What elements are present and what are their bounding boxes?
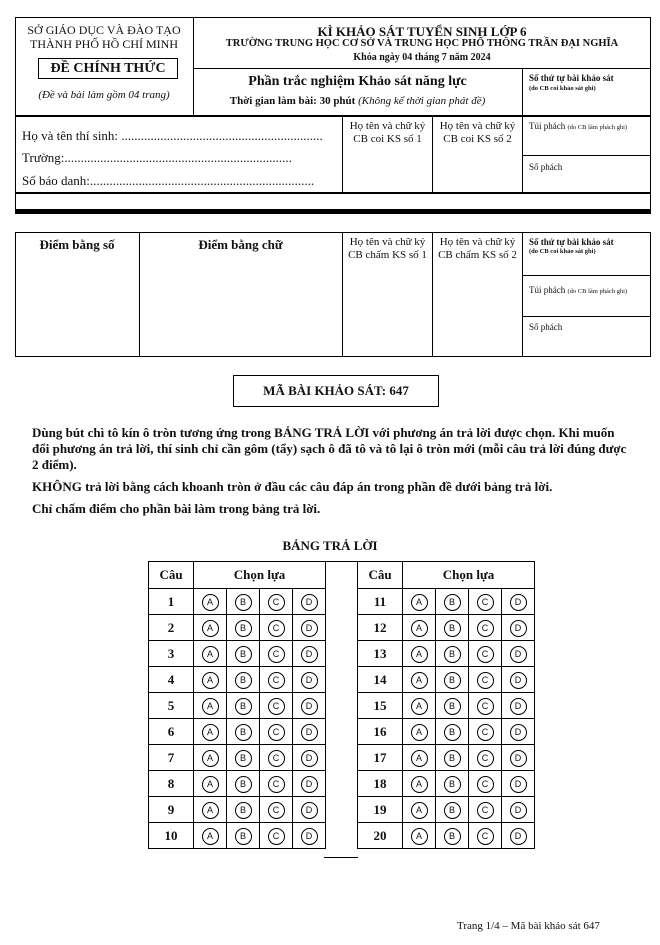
answer-bubble-c[interactable]: C <box>268 802 285 819</box>
answer-bubble-d[interactable]: D <box>510 698 527 715</box>
answer-bubble-b[interactable]: B <box>444 724 461 741</box>
answer-bubble-d[interactable]: D <box>301 620 318 637</box>
answer-bubble-c[interactable]: C <box>268 594 285 611</box>
answer-bubble-d[interactable]: D <box>510 802 527 819</box>
answer-bubble-c[interactable]: C <box>268 672 285 689</box>
serial-label: Số thứ tự bài khảo sát <box>529 73 614 83</box>
grading-bag-label <box>529 285 627 295</box>
answer-row <box>358 771 535 797</box>
answer-row <box>358 797 535 823</box>
question-number: 13 <box>358 641 403 667</box>
answer-bubble-c[interactable]: C <box>268 646 285 663</box>
answer-bubble-b[interactable]: B <box>444 620 461 637</box>
answer-bubble-a[interactable]: A <box>411 672 428 689</box>
answer-bubble-b[interactable]: B <box>444 646 461 663</box>
answer-bubble-b[interactable]: B <box>235 750 252 767</box>
answer-bubble-a[interactable]: A <box>202 594 219 611</box>
answer-bubble-c[interactable]: C <box>477 594 494 611</box>
answer-bubble-a[interactable]: A <box>411 750 428 767</box>
instruction-1: Dùng bút chì tô kín ô tròn tương ứng trong BẢNG TRẢ LỜI với phương án trả lời được chọn. Khi muốn đổi phương án trả lời, thí sinh chỉ cần gôm (tẩy) sạch ô đã tô và tô lại ô tròn mới (mỗi câu trả lời đúng được 2 điểm). <box>32 425 627 472</box>
answer-bubble-b[interactable]: B <box>444 802 461 819</box>
answer-bubble-a[interactable]: A <box>411 802 428 819</box>
answer-bubble-d[interactable]: D <box>510 646 527 663</box>
answer-bubble-b[interactable]: B <box>235 698 252 715</box>
answer-bubble-c[interactable]: C <box>268 776 285 793</box>
answer-bubble-a[interactable]: A <box>202 802 219 819</box>
page-note: (Đề và bài làm gồm 04 trang) <box>38 89 170 101</box>
question-number: 10 <box>149 823 194 849</box>
answer-row <box>149 615 326 641</box>
exam-date: Khóa ngày 04 tháng 7 năm 2024 <box>353 52 491 63</box>
answer-bubble-c[interactable]: C <box>268 724 285 741</box>
page-footer: Trang 1/4 – Mã bài khảo sát 647 <box>457 920 600 932</box>
serial-note: (do CB coi khảo sát ghi) <box>529 85 596 92</box>
answer-bubble-b[interactable]: B <box>444 750 461 767</box>
grading-serial-label: Số thứ tự bài khảo sát <box>529 237 614 247</box>
col-question-header: Câu <box>149 562 194 589</box>
answer-bubble-b[interactable]: B <box>235 594 252 611</box>
bag-label <box>529 121 627 131</box>
answer-bubble-c[interactable]: C <box>268 698 285 715</box>
instructions <box>32 425 632 523</box>
proctor2-sign: Họ tên và chữ ký CB coi KS số 2 <box>439 120 516 145</box>
answer-bubble-b[interactable]: B <box>235 776 252 793</box>
answer-row <box>358 615 535 641</box>
answer-table-right <box>357 561 535 849</box>
candidate-id-field[interactable]: Số báo danh:..................................................................... <box>22 173 315 188</box>
question-number: 3 <box>149 641 194 667</box>
official-label: ĐỀ CHÍNH THỨC <box>50 61 166 76</box>
cut-band <box>15 193 651 210</box>
answer-row <box>149 823 326 849</box>
col-choice-header: Chọn lựa <box>403 562 535 589</box>
answer-bubble-c[interactable]: C <box>477 672 494 689</box>
answer-row <box>358 693 535 719</box>
time-limit: Thời gian làm bài: 30 phút <box>229 95 356 107</box>
question-number: 17 <box>358 745 403 771</box>
answer-bubble-b[interactable]: B <box>444 672 461 689</box>
question-number: 1 <box>149 589 194 615</box>
answer-row <box>358 745 535 771</box>
answer-bubble-d[interactable]: D <box>301 698 318 715</box>
answer-bubble-d[interactable]: D <box>301 828 318 845</box>
answer-row <box>149 693 326 719</box>
department-line2: THÀNH PHỐ HỒ CHÍ MINH <box>30 37 178 51</box>
question-number: 16 <box>358 719 403 745</box>
grading-serial-note: (do CB coi khảo sát ghi) <box>529 248 596 255</box>
time-note: (Không kể thời gian phát đề) <box>358 95 486 107</box>
answer-row <box>149 641 326 667</box>
answer-bubble-d[interactable]: D <box>510 776 527 793</box>
bag-label-note: (do CB làm phách ghi) <box>567 124 628 131</box>
answer-row <box>358 719 535 745</box>
answer-bubble-a[interactable]: A <box>202 698 219 715</box>
answer-bubble-d[interactable]: D <box>301 802 318 819</box>
answer-bubble-c[interactable]: C <box>477 724 494 741</box>
answer-bubble-a[interactable]: A <box>202 620 219 637</box>
school-name: TRƯỜNG TRUNG HỌC CƠ SỞ VÀ TRUNG HỌC PHỔ THÔNG TRẦN ĐẠI NGHĨA <box>225 38 619 49</box>
answer-bubble-a[interactable]: A <box>202 646 219 663</box>
question-number: 15 <box>358 693 403 719</box>
table-gap <box>324 561 358 858</box>
grading-bag-text: Túi phách <box>529 285 566 295</box>
answer-bubble-a[interactable]: A <box>202 672 219 689</box>
question-number: 11 <box>358 589 403 615</box>
col-question-header: Câu <box>358 562 403 589</box>
answer-sheet-title: BẢNG TRẢ LỜI <box>282 538 378 553</box>
answer-bubble-c[interactable]: C <box>477 646 494 663</box>
candidate-name-field[interactable]: Họ và tên thí sinh: .............................................................. <box>22 128 323 143</box>
answer-bubble-d[interactable]: D <box>510 672 527 689</box>
answer-row <box>358 589 535 615</box>
question-number: 7 <box>149 745 194 771</box>
school-field[interactable]: Trường:...................................................................... <box>22 150 292 165</box>
exam-code-box <box>233 375 439 407</box>
grading-code-label: Số phách <box>529 322 563 332</box>
exam-code: MÃ BÀI KHẢO SÁT: 647 <box>263 383 409 398</box>
question-number: 20 <box>358 823 403 849</box>
question-number: 4 <box>149 667 194 693</box>
answer-bubble-c[interactable]: C <box>268 620 285 637</box>
answer-row <box>358 641 535 667</box>
answer-row <box>149 667 326 693</box>
answer-bubble-a[interactable]: A <box>202 828 219 845</box>
instruction-2: KHÔNG trả lời bằng cách khoanh tròn ở đầu các câu đáp án trong phần đề dưới bảng trả lời. <box>32 479 553 494</box>
question-number: 5 <box>149 693 194 719</box>
answer-bubble-d[interactable]: D <box>301 750 318 767</box>
score-words-label: Điểm bằng chữ <box>198 237 283 252</box>
answer-bubble-d[interactable]: D <box>510 750 527 767</box>
answer-bubble-a[interactable]: A <box>411 828 428 845</box>
answer-bubble-a[interactable]: A <box>202 776 219 793</box>
answer-bubble-c[interactable]: C <box>268 750 285 767</box>
answer-row <box>149 771 326 797</box>
time-line <box>193 95 522 107</box>
question-number: 9 <box>149 797 194 823</box>
answer-bubble-d[interactable]: D <box>510 724 527 741</box>
grading-bag-note: (do CB làm phách ghi) <box>567 288 628 295</box>
grader2-sign: Họ tên và chữ ký CB chấm KS số 2 <box>438 236 517 261</box>
answer-row <box>149 589 326 615</box>
answer-row <box>149 719 326 745</box>
answer-bubble-d[interactable]: D <box>301 724 318 741</box>
question-number: 14 <box>358 667 403 693</box>
answer-bubble-a[interactable]: A <box>411 620 428 637</box>
answer-bubble-b[interactable]: B <box>444 594 461 611</box>
score-number-label: Điểm bằng số <box>39 237 115 252</box>
answer-bubble-c[interactable]: C <box>477 750 494 767</box>
answer-bubble-b[interactable]: B <box>235 802 252 819</box>
answer-row <box>358 667 535 693</box>
answer-bubble-c[interactable]: C <box>477 802 494 819</box>
answer-bubble-b[interactable]: B <box>444 828 461 845</box>
answer-bubble-d[interactable]: D <box>301 776 318 793</box>
answer-row <box>149 745 326 771</box>
answer-bubble-d[interactable]: D <box>510 828 527 845</box>
answer-bubble-a[interactable]: A <box>411 594 428 611</box>
question-number: 2 <box>149 615 194 641</box>
code-label: Số phách <box>529 162 563 172</box>
answer-bubble-d[interactable]: D <box>510 594 527 611</box>
official-stamp <box>38 58 178 79</box>
answer-bubble-b[interactable]: B <box>235 646 252 663</box>
instruction-3: Chỉ chấm điểm cho phần bài làm trong bảng trả lời. <box>32 501 321 516</box>
question-number: 8 <box>149 771 194 797</box>
grader1-sign: Họ tên và chữ ký CB chấm KS số 1 <box>348 236 427 261</box>
question-number: 19 <box>358 797 403 823</box>
answer-row <box>358 823 535 849</box>
answer-bubble-a[interactable]: A <box>202 750 219 767</box>
answer-bubble-a[interactable]: A <box>411 724 428 741</box>
exam-title: KÌ KHẢO SÁT TUYỂN SINH LỚP 6 <box>317 24 527 39</box>
answer-bubble-b[interactable]: B <box>444 698 461 715</box>
question-number: 18 <box>358 771 403 797</box>
answer-bubble-b[interactable]: B <box>235 672 252 689</box>
answer-bubble-c[interactable]: C <box>477 620 494 637</box>
answer-bubble-a[interactable]: A <box>202 724 219 741</box>
answer-table-left <box>148 561 326 849</box>
answer-bubble-d[interactable]: D <box>301 646 318 663</box>
answer-bubble-a[interactable]: A <box>411 646 428 663</box>
bag-label-text: Túi phách <box>529 121 566 131</box>
answer-bubble-c[interactable]: C <box>268 828 285 845</box>
proctor1-sign: Họ tên và chữ ký CB coi KS số 1 <box>349 120 426 145</box>
answer-bubble-c[interactable]: C <box>477 698 494 715</box>
answer-bubble-a[interactable]: A <box>411 698 428 715</box>
answer-bubble-b[interactable]: B <box>235 620 252 637</box>
answer-bubble-d[interactable]: D <box>301 594 318 611</box>
answer-bubble-b[interactable]: B <box>444 776 461 793</box>
answer-bubble-c[interactable]: C <box>477 776 494 793</box>
department-line1: SỞ GIÁO DỤC VÀ ĐÀO TẠO <box>27 23 181 37</box>
answer-bubble-b[interactable]: B <box>235 724 252 741</box>
answer-bubble-d[interactable]: D <box>510 620 527 637</box>
question-number: 6 <box>149 719 194 745</box>
answer-bubble-a[interactable]: A <box>411 776 428 793</box>
section-title: Phần trắc nghiệm Khảo sát năng lực <box>248 74 467 89</box>
col-choice-header: Chọn lựa <box>194 562 326 589</box>
answer-bubble-b[interactable]: B <box>235 828 252 845</box>
answer-bubble-d[interactable]: D <box>301 672 318 689</box>
answer-row <box>149 797 326 823</box>
question-number: 12 <box>358 615 403 641</box>
answer-bubble-c[interactable]: C <box>477 828 494 845</box>
